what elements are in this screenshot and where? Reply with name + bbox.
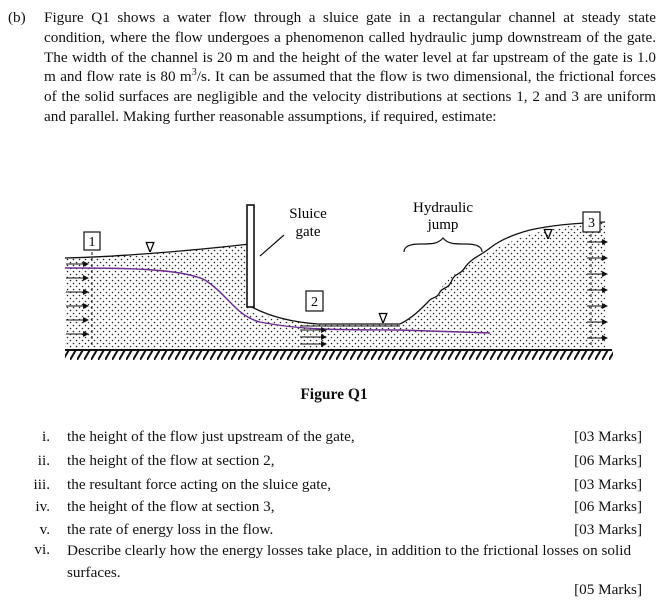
intro-text-main: Figure Q1 shows a water flow through a sluice gate in a rectangular channel at steady state condition, where the flow undergoes a phenomenon called hydraulic jump downstream of the gate. The width of the channel is 20 m and the height of the water level at far upstream of the gate is 1.0 m and flow rate is 80 m (44, 9, 656, 86)
intro-text-end: /s. It can be assumed that the flow is two dimensional, the frictional forces of the solid surfaces are negligible and the velocity distributions at sections 1, 2 and 3 are uniform and parallel. Making further reasonable assumptions, if required, estimate: (44, 68, 656, 125)
question-text: the height of the flow at section 3, (67, 498, 275, 515)
question-number: iv. (35, 498, 50, 515)
question-number: iii. (33, 476, 50, 493)
question-marks: [05 Marks] (574, 581, 642, 598)
section-3-label: 3 (588, 216, 595, 231)
free-surface-symbol-section-2: ∇ (378, 311, 388, 327)
jump-label-jump: jump (427, 217, 459, 233)
free-surface-symbol-downstream: ∇ (543, 227, 553, 243)
gate-label-sluice: Sluice (289, 206, 327, 222)
question-text: the resultant force acting on the sluice gate, (67, 476, 331, 493)
question-text: the rate of energy loss in the flow. (67, 521, 274, 538)
question-text: Describe clearly how the energy losses take place, in addition to the frictional losses on solid surfaces. (67, 542, 632, 581)
gate-label-gate: gate (295, 224, 321, 240)
part-label: (b) (8, 9, 26, 26)
jump-label-hydraulic: Hydraulic (413, 200, 473, 216)
question-text: the height of the flow at section 2, (67, 452, 275, 469)
question-marks: [03 Marks] (574, 521, 642, 538)
section-2-label: 2 (311, 295, 318, 310)
question-number: i. (41, 428, 50, 445)
free-surface-symbol-upstream: ∇ (145, 240, 155, 256)
sluice-gate[interactable] (247, 205, 254, 307)
gate-leader-line (260, 235, 284, 256)
question-number: ii. (37, 452, 50, 469)
question-number: v. (39, 521, 50, 538)
question-marks: [06 Marks] (574, 452, 642, 469)
channel-bed-hatch (65, 350, 613, 360)
question-marks: [03 Marks] (574, 476, 642, 493)
figure-caption: Figure Q1 (300, 386, 368, 403)
question-text: the height of the flow just upstream of the gate, (67, 428, 355, 445)
jump-brace (404, 238, 482, 252)
section-1-label: 1 (88, 235, 96, 250)
question-marks: [03 Marks] (574, 428, 642, 445)
question-number: vi. (34, 541, 50, 558)
question-marks: [06 Marks] (574, 498, 642, 515)
cubic-superscript: 3 (191, 67, 197, 79)
